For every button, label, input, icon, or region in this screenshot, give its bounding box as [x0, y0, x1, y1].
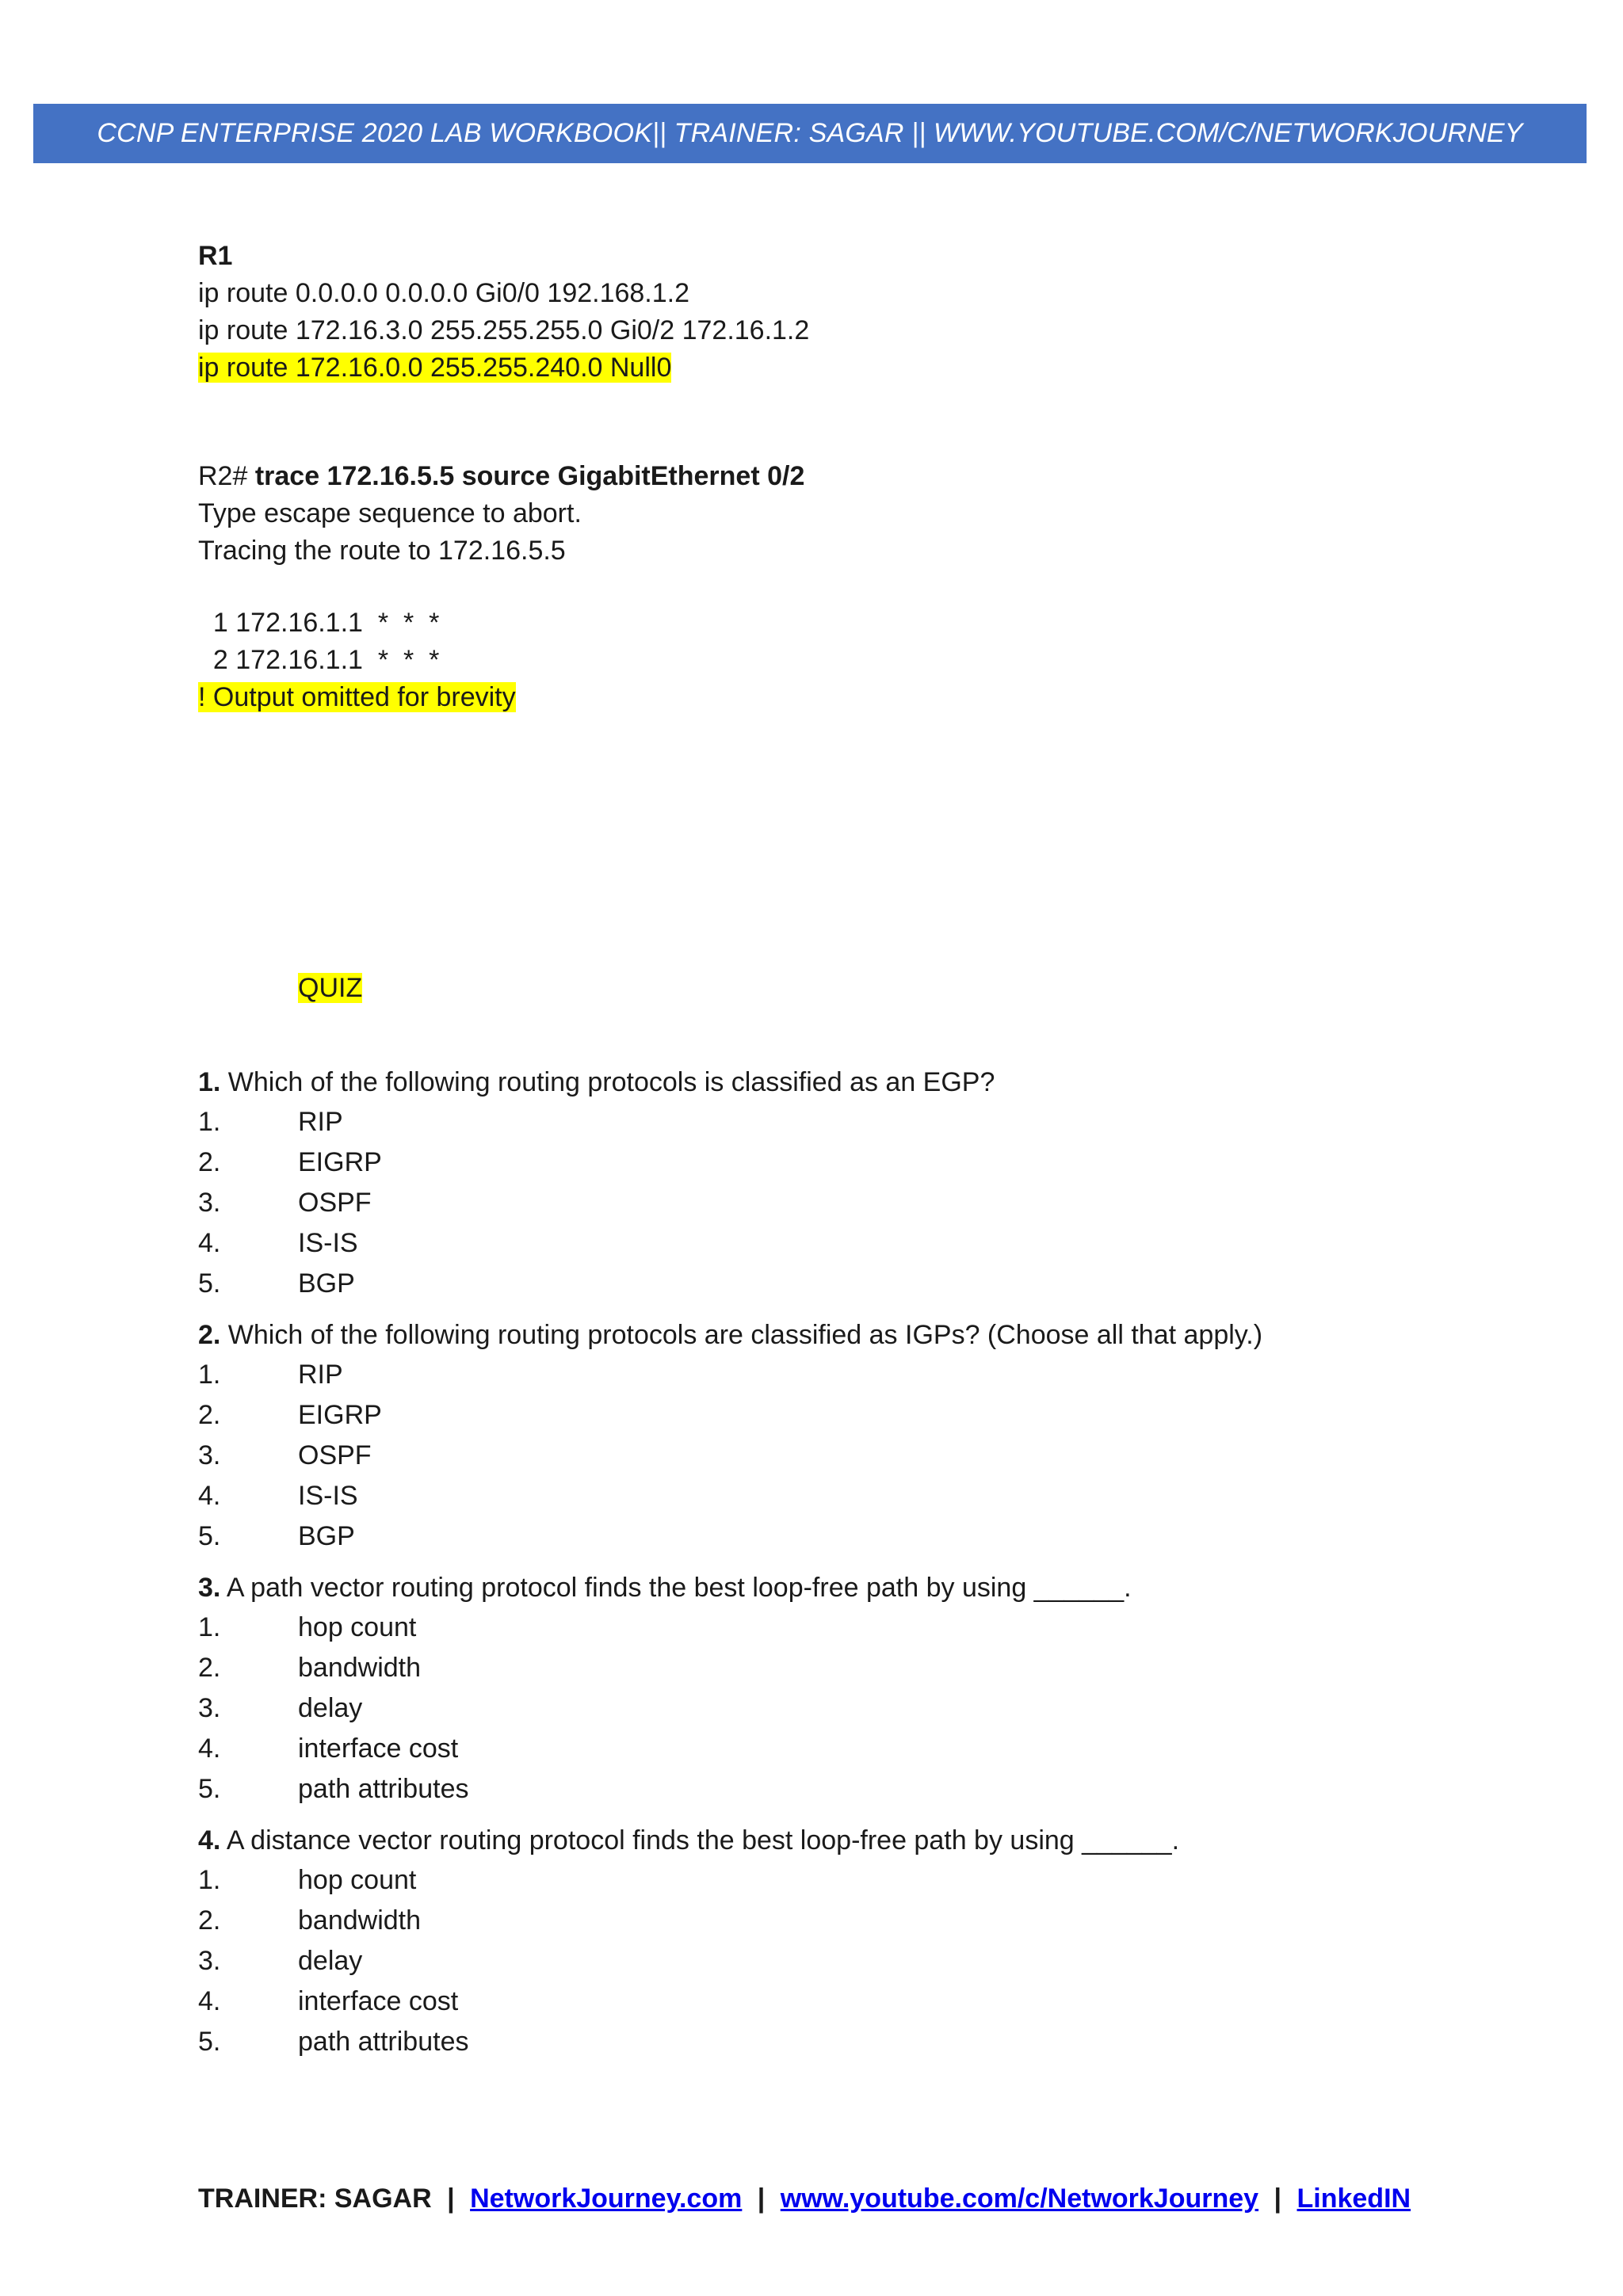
trace-command: trace 172.16.5.5 source GigabitEthernet 0/2: [247, 461, 805, 491]
trace-output-line: Tracing the route to 172.16.5.5: [198, 536, 566, 566]
question-text: Which of the following routing protocols is classified as an EGP?: [220, 1067, 995, 1097]
answer-option: [198, 1102, 1466, 1142]
option-text: interface cost: [298, 1733, 459, 1764]
page-footer: [198, 2183, 1411, 2214]
answer-option: [198, 1223, 1466, 1264]
option-number: 1.: [198, 1865, 221, 1895]
option-text: EIGRP: [298, 1400, 382, 1430]
answer-option: [198, 1608, 1466, 1648]
question-number: 1.: [198, 1067, 221, 1097]
answer-option: [198, 2022, 1466, 2062]
answer-option: [198, 1648, 1466, 1688]
config-device-label: R1: [198, 241, 233, 271]
answer-option: [198, 1264, 1466, 1304]
option-text: hop count: [298, 1865, 417, 1895]
option-number: 5.: [198, 1774, 221, 1804]
answer-option: [198, 1769, 1466, 1810]
config-highlighted-line: ip route 172.16.0.0 255.255.240.0 Null0: [198, 353, 672, 383]
option-number: 5.: [198, 1268, 221, 1299]
trace-hop: 1 172.16.1.1 * * *: [198, 608, 440, 638]
answer-option: [198, 1516, 1466, 1557]
quiz-question: [198, 1062, 1466, 1102]
option-text: BGP: [298, 1521, 355, 1551]
footer-separator: |: [447, 2183, 455, 2214]
option-number: 3.: [198, 1188, 221, 1218]
trace-prompt: R2#: [198, 461, 248, 491]
option-number: 2.: [198, 1400, 221, 1430]
option-number: 1.: [198, 1107, 221, 1137]
option-text: delay: [298, 1946, 363, 1976]
answer-option: [198, 1476, 1466, 1516]
page-content: [198, 238, 1466, 2062]
option-text: RIP: [298, 1107, 343, 1137]
answer-option: [198, 1436, 1466, 1476]
option-text: OSPF: [298, 1188, 372, 1218]
option-number: 4.: [198, 1986, 221, 2016]
answer-option: [198, 1395, 1466, 1436]
option-number: 2.: [198, 1147, 221, 1177]
config-line: ip route 172.16.3.0 255.255.255.0 Gi0/2 172.16.1.2: [198, 315, 810, 345]
option-text: RIP: [298, 1360, 343, 1390]
option-text: bandwidth: [298, 1905, 422, 1936]
option-number: 3.: [198, 1440, 221, 1470]
option-number: 2.: [198, 1653, 221, 1683]
option-number: 1.: [198, 1612, 221, 1642]
option-number: 1.: [198, 1360, 221, 1390]
footer-link-linkedin[interactable]: LinkedIN: [1296, 2183, 1411, 2214]
trace-note: ! Output omitted for brevity: [198, 682, 516, 712]
answer-option: [198, 1729, 1466, 1769]
option-number: 3.: [198, 1946, 221, 1976]
trace-output-line: Type escape sequence to abort.: [198, 498, 582, 528]
option-text: BGP: [298, 1268, 355, 1299]
answer-option: [198, 1142, 1466, 1183]
question-number: 4.: [198, 1825, 221, 1855]
quiz-title: QUIZ: [298, 973, 363, 1003]
trace-hop: 2 172.16.1.1 * * *: [198, 645, 440, 675]
config-line: ip route 0.0.0.0 0.0.0.0 Gi0/0 192.168.1.2: [198, 278, 690, 308]
option-text: OSPF: [298, 1440, 372, 1470]
footer-link-youtube[interactable]: www.youtube.com/c/NetworkJourney: [780, 2183, 1259, 2214]
footer-separator: |: [1274, 2183, 1282, 2214]
option-number: 2.: [198, 1905, 221, 1936]
header-banner: [33, 104, 1587, 163]
option-number: 4.: [198, 1228, 221, 1258]
question-text: A path vector routing protocol finds the best loop-free path by using ______.: [220, 1573, 1132, 1603]
question-number: 3.: [198, 1573, 221, 1603]
answer-option: [198, 1860, 1466, 1901]
option-text: EIGRP: [298, 1147, 382, 1177]
option-text: interface cost: [298, 1986, 459, 2016]
question-number: 2.: [198, 1320, 221, 1350]
option-number: 5.: [198, 1521, 221, 1551]
answer-option: [198, 1183, 1466, 1223]
option-text: hop count: [298, 1612, 417, 1642]
option-number: 3.: [198, 1693, 221, 1723]
footer-separator: |: [757, 2183, 766, 2214]
header-title: CCNP ENTERPRISE 2020 LAB WORKBOOK|| TRAINER: SAGAR || WWW.YOUTUBE.COM/C/NETWORKJOURNEY: [97, 118, 1523, 148]
quiz-questions: [198, 1062, 1466, 2062]
answer-option: [198, 1981, 1466, 2022]
footer-link-website[interactable]: NetworkJourney.com: [470, 2183, 743, 2214]
option-number: 4.: [198, 1481, 221, 1511]
quiz-question: [198, 1315, 1466, 1355]
option-number: 4.: [198, 1733, 221, 1764]
answer-option: [198, 1355, 1466, 1395]
quiz-question: [198, 1568, 1466, 1608]
option-text: delay: [298, 1693, 363, 1723]
question-text: A distance vector routing protocol finds the best loop-free path by using ______.: [220, 1825, 1180, 1855]
option-text: IS-IS: [298, 1481, 358, 1511]
option-number: 5.: [198, 2027, 221, 2057]
question-text: Which of the following routing protocols are classified as IGPs? (Choose all that apply.): [220, 1320, 1263, 1350]
option-text: path attributes: [298, 2027, 469, 2057]
quiz-question: [198, 1821, 1466, 1860]
answer-option: [198, 1941, 1466, 1981]
option-text: bandwidth: [298, 1653, 422, 1683]
option-text: IS-IS: [298, 1228, 358, 1258]
answer-option: [198, 1688, 1466, 1729]
footer-trainer: TRAINER: SAGAR: [198, 2183, 432, 2214]
option-text: path attributes: [298, 1774, 469, 1804]
trace-command-line: [198, 458, 1466, 495]
answer-option: [198, 1901, 1466, 1941]
